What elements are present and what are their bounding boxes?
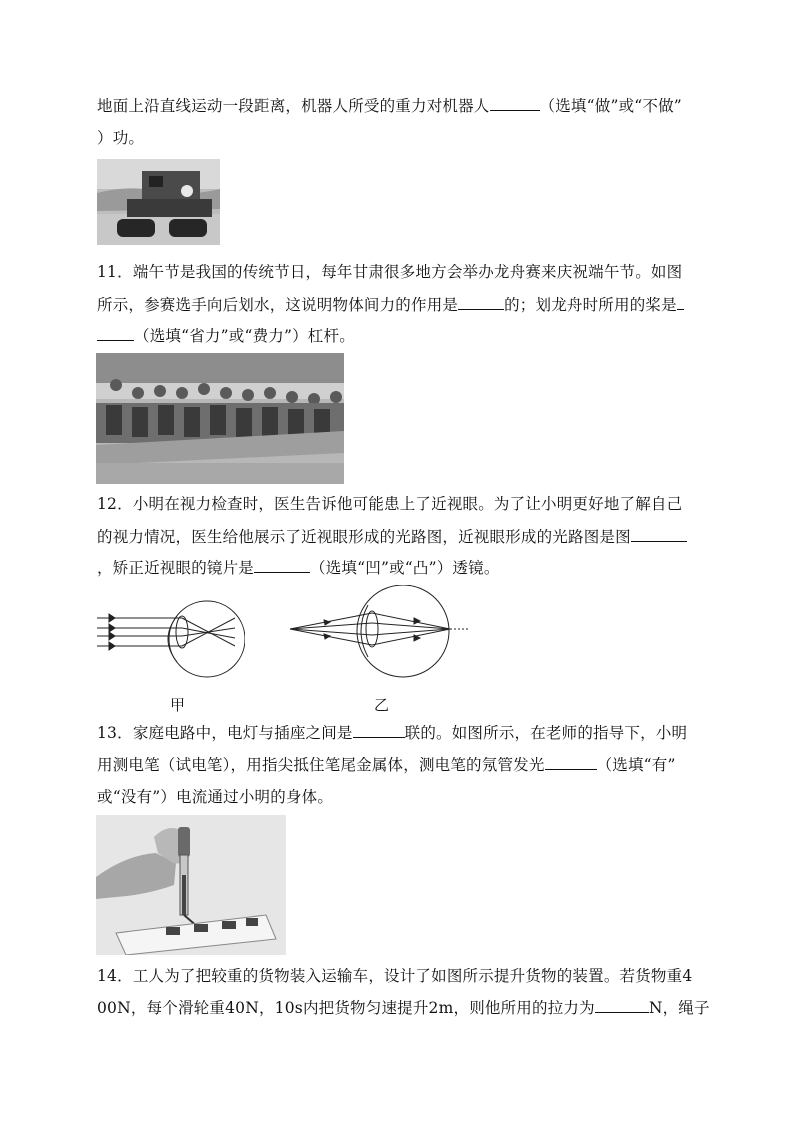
q13-blank-2[interactable] bbox=[545, 755, 597, 770]
test-pen-photo bbox=[96, 815, 286, 955]
q11-blank-1[interactable] bbox=[458, 295, 504, 310]
q10-blank[interactable] bbox=[490, 96, 540, 111]
q10-text: 地面上沿直线运动一段距离，机器人所受的重力对机器人 bbox=[97, 97, 490, 115]
q11-line2 bbox=[97, 295, 684, 315]
q10-line2: ）功。 bbox=[97, 129, 145, 147]
q10-options: （选填“做”或“不做” bbox=[539, 97, 682, 115]
q14-blank-1[interactable] bbox=[595, 998, 649, 1013]
q12-text-a: ，矫正近视眼的镜片是 bbox=[97, 559, 255, 577]
dragon-boat-photo bbox=[96, 353, 344, 484]
q13-text-c: 用测电笔（试电笔），用指尖抵住笔尾金属体，测电笔的氖管发光 bbox=[97, 756, 545, 774]
q12-line1: 12．小明在视力检查时，医生告诉他可能患上了近视眼。为了让小明更好地了解自己 bbox=[97, 495, 683, 513]
q13-blank-1[interactable] bbox=[353, 723, 405, 738]
eye-diagram-right bbox=[288, 585, 473, 685]
q12-blank-2[interactable] bbox=[254, 558, 310, 573]
q11-options: （选填“省力”或“费力”）杠杆。 bbox=[134, 327, 355, 345]
q14-line2 bbox=[97, 998, 710, 1018]
q13-line1 bbox=[97, 723, 687, 743]
figure-label-right: 乙 bbox=[374, 696, 390, 714]
q11-blank-2b[interactable] bbox=[97, 326, 134, 341]
q12-line2 bbox=[97, 527, 687, 547]
eye-diagram-left bbox=[95, 596, 245, 682]
q14-line1: 14．工人为了把较重的货物装入运输车，设计了如图所示提升货物的装置。若货物重4 bbox=[97, 967, 693, 985]
q11-text-a: 所示，参赛选手向后划水，这说明物体间力的作用是 bbox=[97, 296, 459, 314]
q11-blank-2a[interactable] bbox=[677, 295, 684, 310]
q12-text: 的视力情况，医生给他展示了近视眼形成的光路图，近视眼形成的光路图是图 bbox=[97, 528, 631, 546]
robot-photo bbox=[97, 159, 220, 245]
q13-text-b: 联的。如图所示，在老师的指导下，小明 bbox=[404, 724, 688, 742]
q13-line2 bbox=[97, 755, 676, 775]
q14-text-b: N，绳子 bbox=[648, 999, 710, 1017]
q12-line3 bbox=[97, 558, 500, 578]
q13-line3: 或“没有”）电流通过小明的身体。 bbox=[97, 788, 334, 806]
q13-options: （选填“有” bbox=[596, 756, 676, 774]
q12-options: （选填“凹”或“凸”）透镜。 bbox=[310, 559, 500, 577]
q12-blank-1[interactable] bbox=[631, 527, 687, 542]
q11-line1: 11．端午节是我国的传统节日，每年甘肃很多地方会举办龙舟赛来庆祝端午节。如图 bbox=[97, 263, 683, 281]
q11-text-b: 的；划龙舟时所用的桨是 bbox=[504, 296, 677, 314]
q14-text-a: 00N，每个滑轮重40N，10s内把货物匀速提升2m，则他所用的拉力为 bbox=[97, 999, 595, 1017]
figure-label-left: 甲 bbox=[170, 696, 186, 714]
q13-text-a: 13．家庭电路中，电灯与插座之间是 bbox=[97, 724, 353, 742]
q11-line3 bbox=[97, 326, 355, 346]
q10-line1 bbox=[97, 96, 682, 116]
